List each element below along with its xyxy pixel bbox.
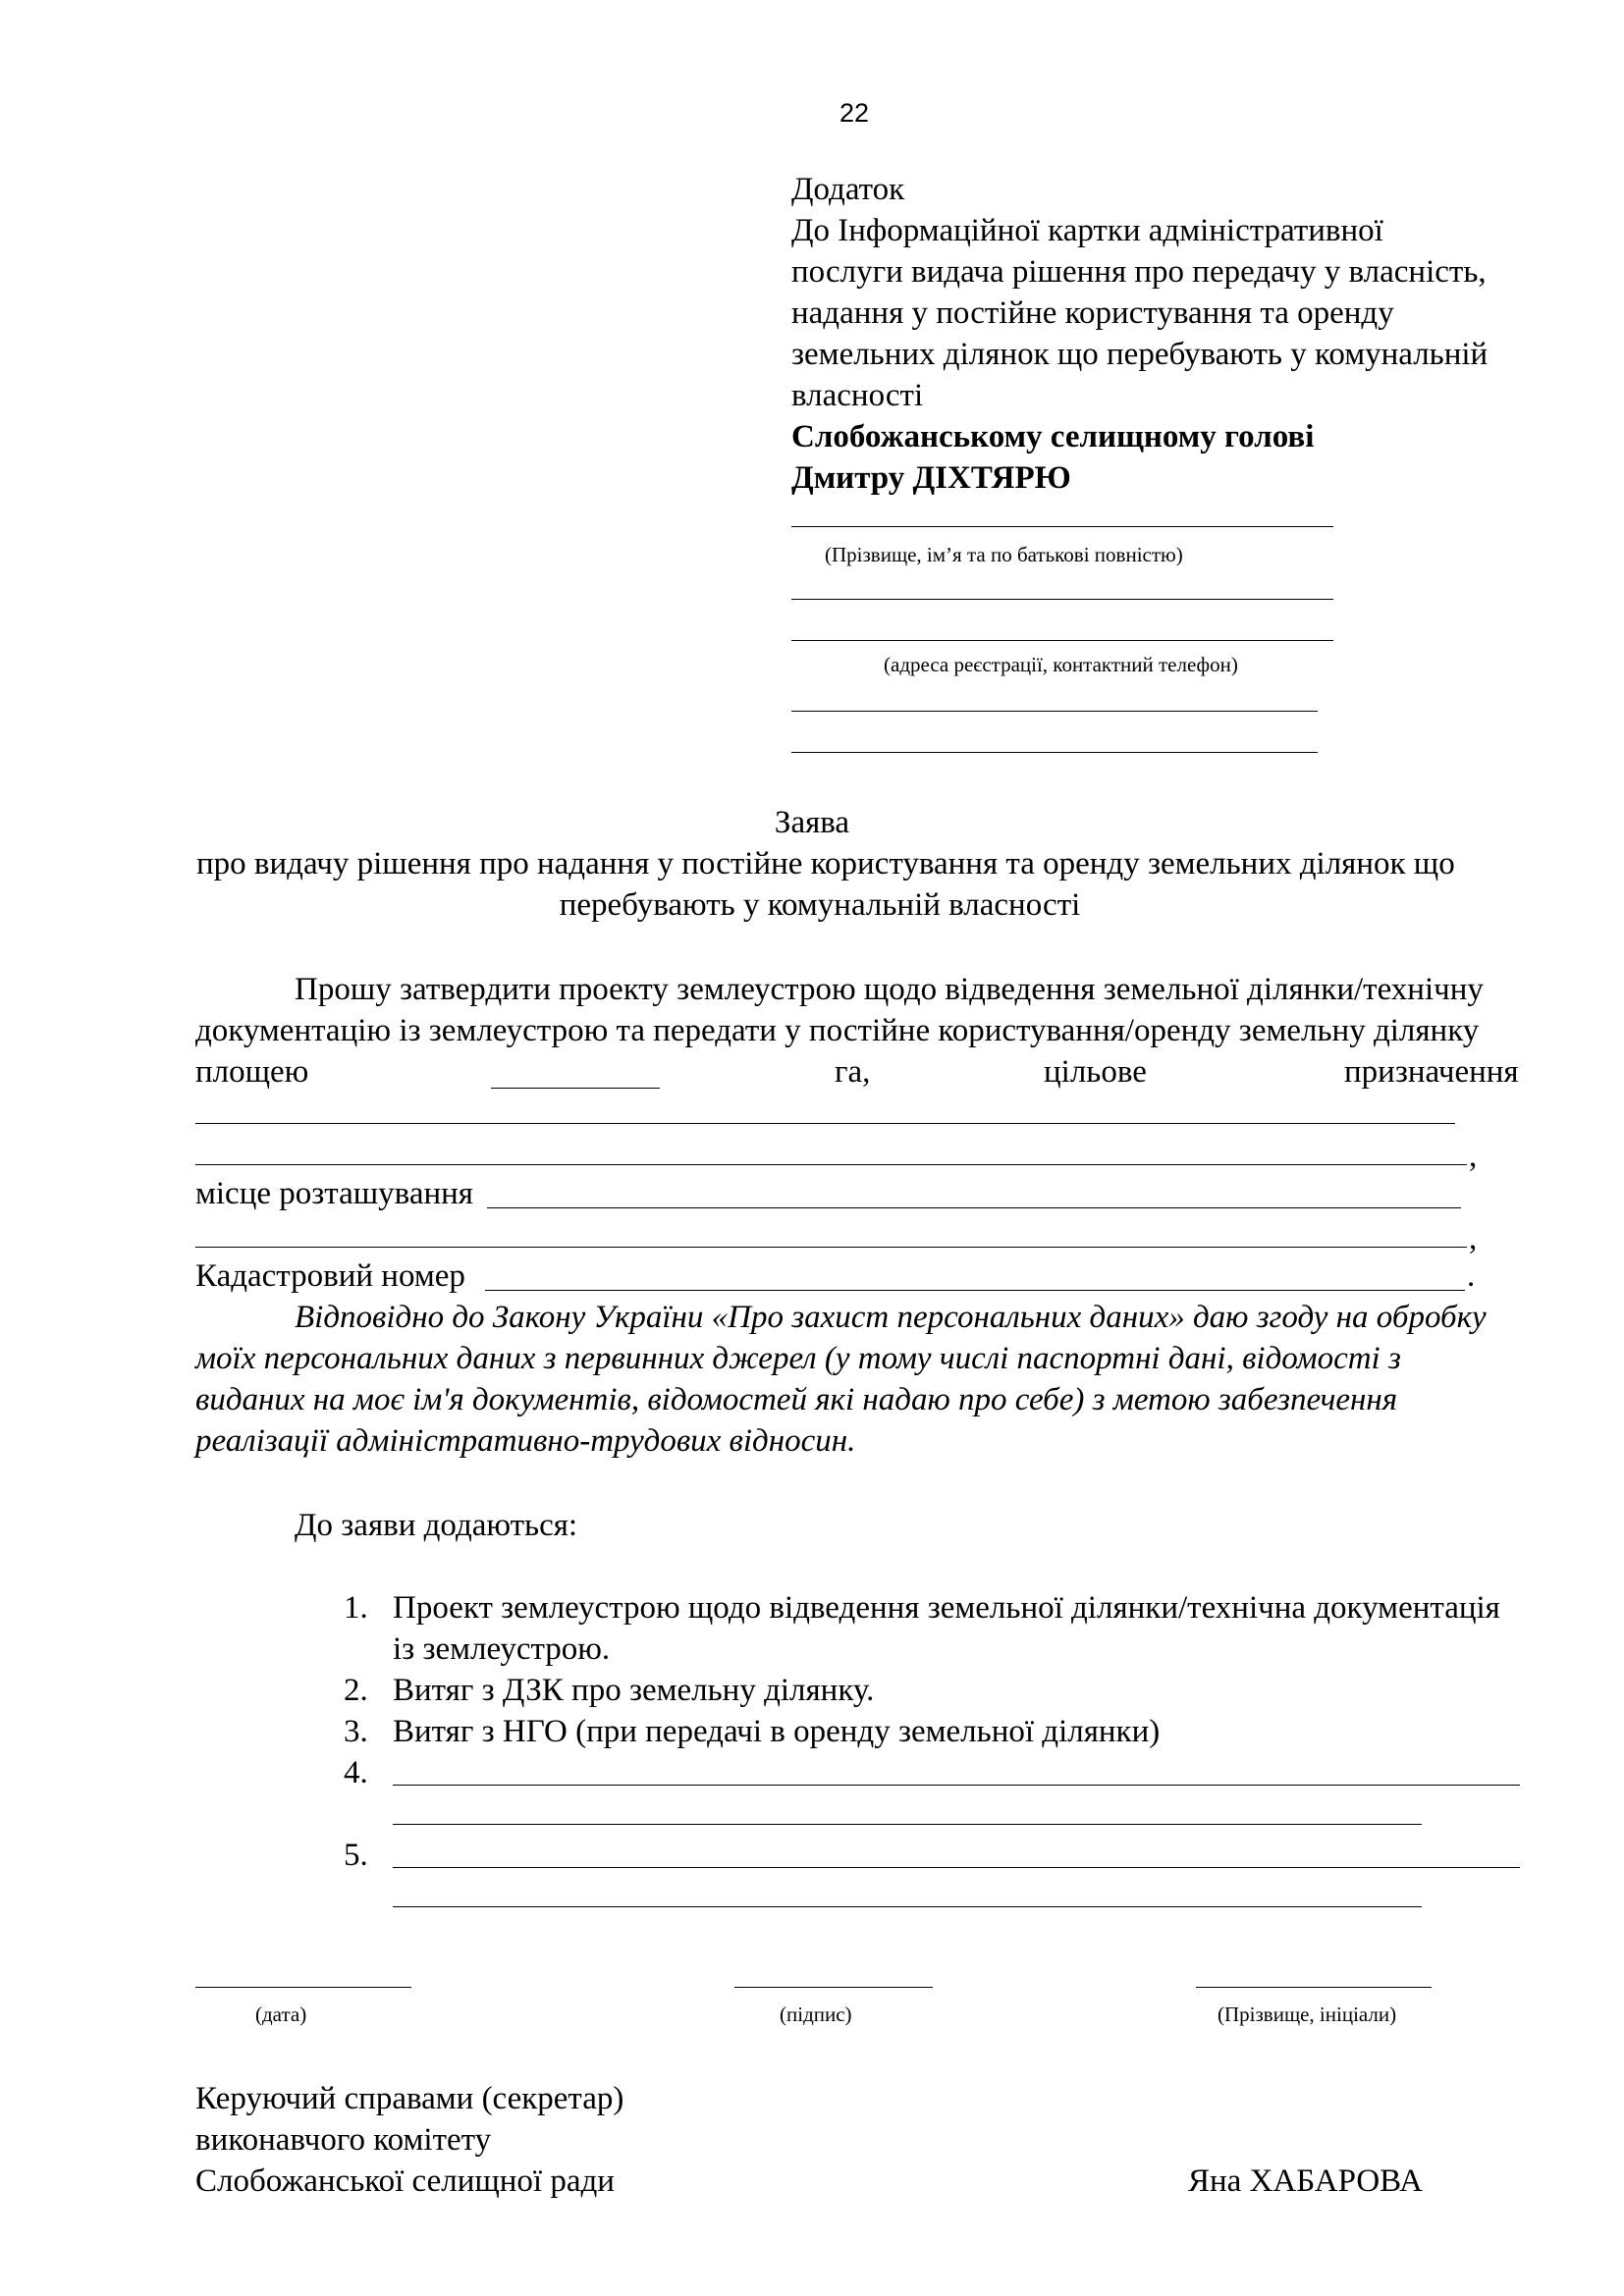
appendix-line: земельних ділянок що перебувають у комунальній	[791, 337, 1489, 372]
purpose-field-2[interactable]	[195, 1164, 1467, 1165]
applicant-phone-field-2[interactable]	[791, 752, 1318, 753]
footer-line: виконавчого комітету	[195, 2122, 492, 2158]
consent-line	[195, 1341, 1522, 1377]
signature-field[interactable]	[734, 1987, 933, 1988]
attachment-field[interactable]	[393, 1824, 1422, 1825]
attachment-field[interactable]	[393, 1867, 1520, 1868]
purpose-label: цільове	[1044, 1054, 1147, 1090]
location-field[interactable]	[487, 1207, 1461, 1208]
footer-line: Керуючий справами (секретар)	[195, 2081, 624, 2116]
page-number: 22	[839, 98, 870, 128]
area-field[interactable]	[491, 1088, 660, 1089]
request-line: документацію із землеустрою та передати у постійне користування/оренду земельну ділянку	[195, 1013, 1480, 1048]
attachment-number: 5.	[344, 1838, 368, 1873]
applicant-name-field-2[interactable]	[791, 599, 1333, 600]
applicant-address-field[interactable]	[791, 640, 1333, 641]
appendix-line: послуги видача рішення про передачу у власність,	[791, 254, 1487, 290]
date-field[interactable]	[195, 1987, 411, 1988]
consent-line: реалізації адміністративно-трудових відносин.	[195, 1423, 856, 1459]
attachments-heading: До заяви додаються:	[295, 1508, 578, 1543]
cadastral-field[interactable]	[485, 1290, 1465, 1291]
area-label: площею	[195, 1054, 309, 1090]
attachment-text: Проект землеустрою щодо відведення земельної ділянки/технічна документація	[393, 1590, 1500, 1626]
statement-title: Заява	[774, 805, 850, 840]
request-line: Прошу затвердити проекту землеустрою щодо відведення земельної ділянки/технічну	[295, 972, 1484, 1007]
attachment-number: 4.	[344, 1755, 368, 1790]
signatory-name: Яна ХАБАРОВА	[1188, 2163, 1423, 2199]
appendix-line: власності	[791, 378, 924, 413]
consent-line: виданих на моє ім'я документів, відомостей які надаю про себе) з метою забезпечення	[195, 1382, 1398, 1417]
signature-caption: (підпис)	[780, 2002, 852, 2026]
date-caption: (дата)	[255, 2002, 307, 2026]
attachment-number: 2.	[344, 1673, 368, 1708]
attachment-field[interactable]	[393, 1906, 1422, 1907]
attachment-number: 1.	[344, 1590, 368, 1626]
name-caption: (Прізвище, ініціали)	[1218, 2002, 1397, 2026]
cadastral-label: Кадастровий номер	[195, 1258, 465, 1294]
attachment-text: із землеустрою.	[393, 1631, 611, 1667]
location-field-2[interactable]	[195, 1247, 1467, 1248]
statement-subtitle: перебувають у комунальній власності	[559, 887, 1081, 923]
applicant-phone-field[interactable]	[791, 711, 1318, 712]
applicant-address-caption: (адреса реєстрації, контактний телефон)	[884, 653, 1238, 676]
purpose-label: призначення	[1344, 1054, 1519, 1090]
purpose-field[interactable]	[195, 1123, 1455, 1124]
period: .	[1467, 1258, 1476, 1294]
applicant-name-caption: (Прізвище, ім’я та по батькові повністю)	[825, 543, 1183, 566]
appendix-title: Додаток	[791, 172, 905, 207]
name-field[interactable]	[1196, 1987, 1432, 1988]
comma: ,	[1469, 1139, 1478, 1174]
consent-line-text: моїх персональних даних з первинних джерел (у тому числі паспортні дані, відомості з	[195, 1341, 1401, 1376]
addressee-line: Слобожанському селищному голові	[791, 419, 1315, 454]
appendix-line: До Інформаційної картки адміністративної	[791, 213, 1383, 248]
area-unit: га,	[835, 1054, 871, 1090]
addressee-line: Дмитру ДІХТЯРЮ	[791, 460, 1071, 496]
appendix-line: надання у постійне користування та оренду	[791, 295, 1394, 331]
statement-subtitle: про видачу рішення про надання у постійне користування та оренду земельних ділянок що	[196, 846, 1455, 881]
attachment-number: 3.	[344, 1714, 368, 1749]
applicant-name-field[interactable]	[791, 526, 1333, 527]
location-label: місце розташування	[195, 1176, 473, 1211]
attachment-field[interactable]	[393, 1785, 1520, 1786]
consent-line: Відповідно до Закону України «Про захист персональних даних» даю згоду на обробку	[295, 1300, 1487, 1335]
footer-line: Слобожанської селищної ради	[195, 2163, 615, 2199]
comma: ,	[1469, 1221, 1478, 1256]
attachment-text: Витяг з НГО (при передачі в оренду земельної ділянки)	[393, 1714, 1161, 1749]
attachment-text: Витяг з ДЗК про земельну ділянку.	[393, 1673, 875, 1708]
